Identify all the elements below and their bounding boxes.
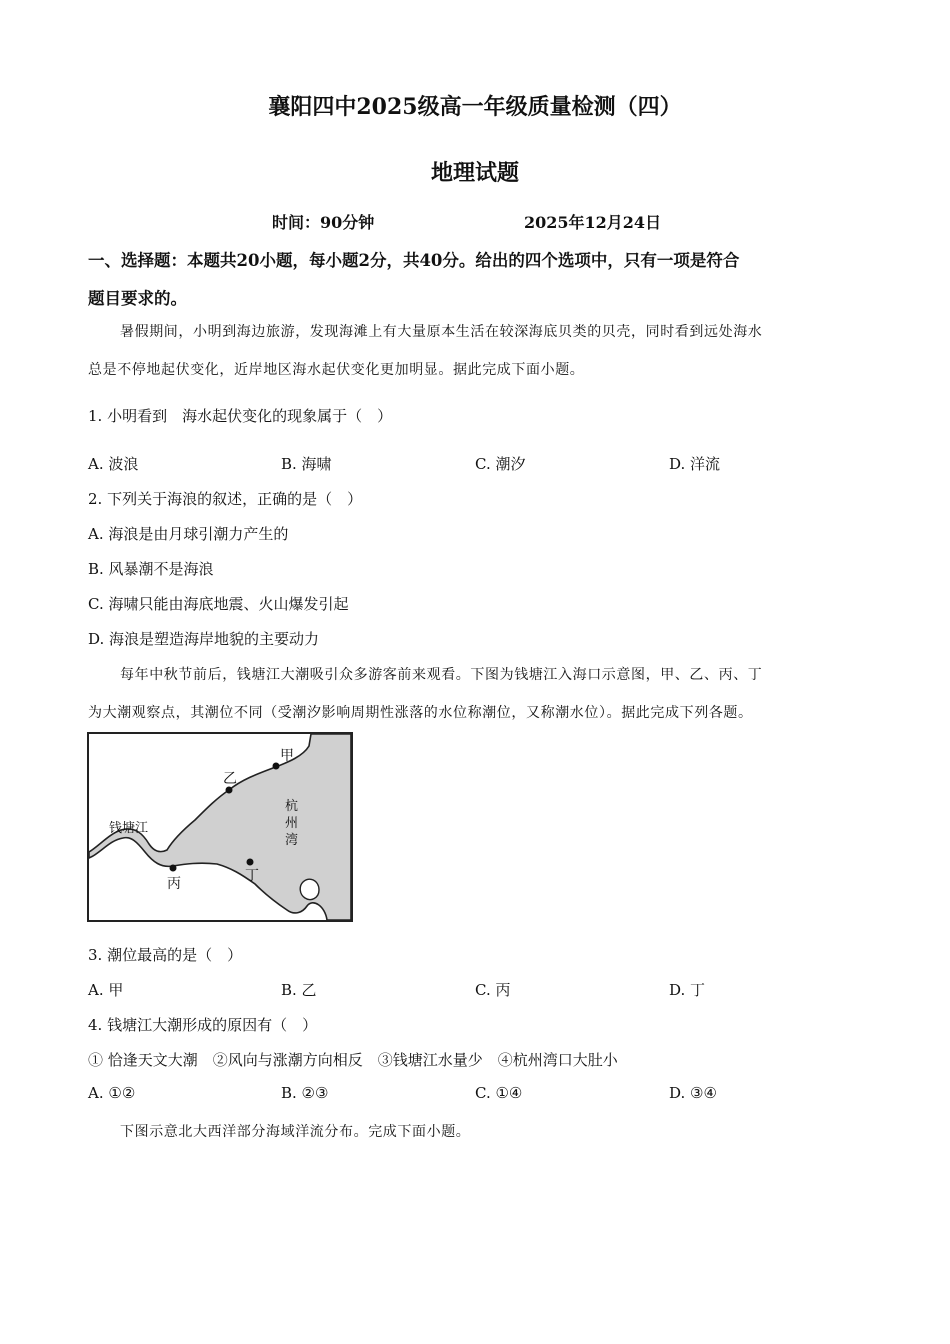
exam-time: 时间：90分钟 — [272, 213, 375, 232]
question-2-option-a[interactable]: A. 海浪是由月球引潮力产生的 — [88, 525, 289, 543]
question-2-option-b[interactable]: B. 风暴潮不是海浪 — [88, 560, 214, 578]
passage1-line2: 总是不停地起伏变化，近岸地区海水起伏变化更加明显。据此完成下面小题。 — [88, 362, 585, 378]
question-4-stem: 4. 钱塘江大潮形成的原因有（ ） — [88, 1016, 318, 1034]
label-river: 钱塘江 — [109, 820, 149, 835]
exam-date: 2025年12月24日 — [524, 213, 662, 232]
subject-title: 地理试题 — [430, 160, 519, 186]
qiantang-estuary-map — [87, 732, 353, 922]
label-bing: 丙 — [167, 875, 181, 891]
question-4-option-a[interactable]: A. ①② — [88, 1084, 136, 1102]
passage1-line1: 暑假期间，小明到海边旅游，发现海滩上有大量原本生活在较深海底贝类的贝壳，同时看到远处海水 — [120, 324, 763, 340]
question-4-option-d[interactable]: D. ③④ — [669, 1084, 717, 1102]
section-heading-line2: 题目要求的。 — [88, 289, 187, 308]
question-3-option-b[interactable]: B. 乙 — [281, 981, 317, 999]
label-bay-2: 州 — [285, 815, 299, 830]
island — [300, 879, 319, 899]
passage2-line1: 每年中秋节前后，钱塘江大潮吸引众多游客前来观看。下图为钱塘江入海口示意图，甲、乙、丙、丁 — [120, 667, 763, 683]
question-2-option-c[interactable]: C. 海啸只能由海底地震、火山爆发引起 — [88, 595, 349, 613]
question-2-stem: 2. 下列关于海浪的叙述，正确的是（ ） — [88, 490, 363, 508]
question-4-option-b[interactable]: B. ②③ — [281, 1084, 329, 1102]
question-4-option-c[interactable]: C. ①④ — [475, 1084, 523, 1102]
question-1-stem: 1. 小明看到 海水起伏变化的现象属于（ ） — [88, 407, 393, 425]
section-heading-line1: 一、选择题：本题共20小题，每小题2分，共40分。给出的四个选项中，只有一项是符合 — [88, 251, 740, 270]
question-4-choices: ① 恰逢天文大潮 ②风向与涨潮方向相反 ③钱塘江水量少 ④杭州湾口大肚小 — [88, 1051, 618, 1069]
exam-title: 襄阳四中2025级高一年级质量检测（四） — [268, 94, 682, 120]
point-bing — [170, 865, 177, 872]
label-yi: 乙 — [223, 770, 237, 786]
label-ding: 丁 — [245, 867, 259, 883]
question-3-stem: 3. 潮位最高的是（ ） — [88, 946, 243, 964]
point-yi — [226, 787, 233, 794]
passage3-line1: 下图示意北大西洋部分海域洋流分布。完成下面小题。 — [120, 1124, 471, 1140]
question-3-option-d[interactable]: D. 丁 — [669, 981, 706, 999]
point-jia — [273, 763, 280, 770]
label-bay-1: 杭 — [285, 798, 299, 813]
question-1-option-b[interactable]: B. 海啸 — [281, 455, 332, 473]
question-2-option-d[interactable]: D. 海浪是塑造海岸地貌的主要动力 — [88, 630, 320, 648]
question-3-option-c[interactable]: C. 丙 — [475, 981, 511, 999]
passage2-line2: 为大潮观察点，其潮位不同（受潮汐影响周期性涨落的水位称潮位，又称潮水位）。据此完成下列各题。 — [88, 705, 753, 721]
question-3-option-a[interactable]: A. 甲 — [88, 981, 124, 999]
question-1-option-c[interactable]: C. 潮汐 — [475, 455, 526, 473]
question-1-option-a[interactable]: A. 波浪 — [88, 455, 139, 473]
label-bay-3: 湾 — [285, 832, 299, 847]
question-1-option-d[interactable]: D. 洋流 — [669, 455, 721, 473]
point-ding — [247, 859, 254, 866]
label-jia: 甲 — [280, 747, 294, 763]
